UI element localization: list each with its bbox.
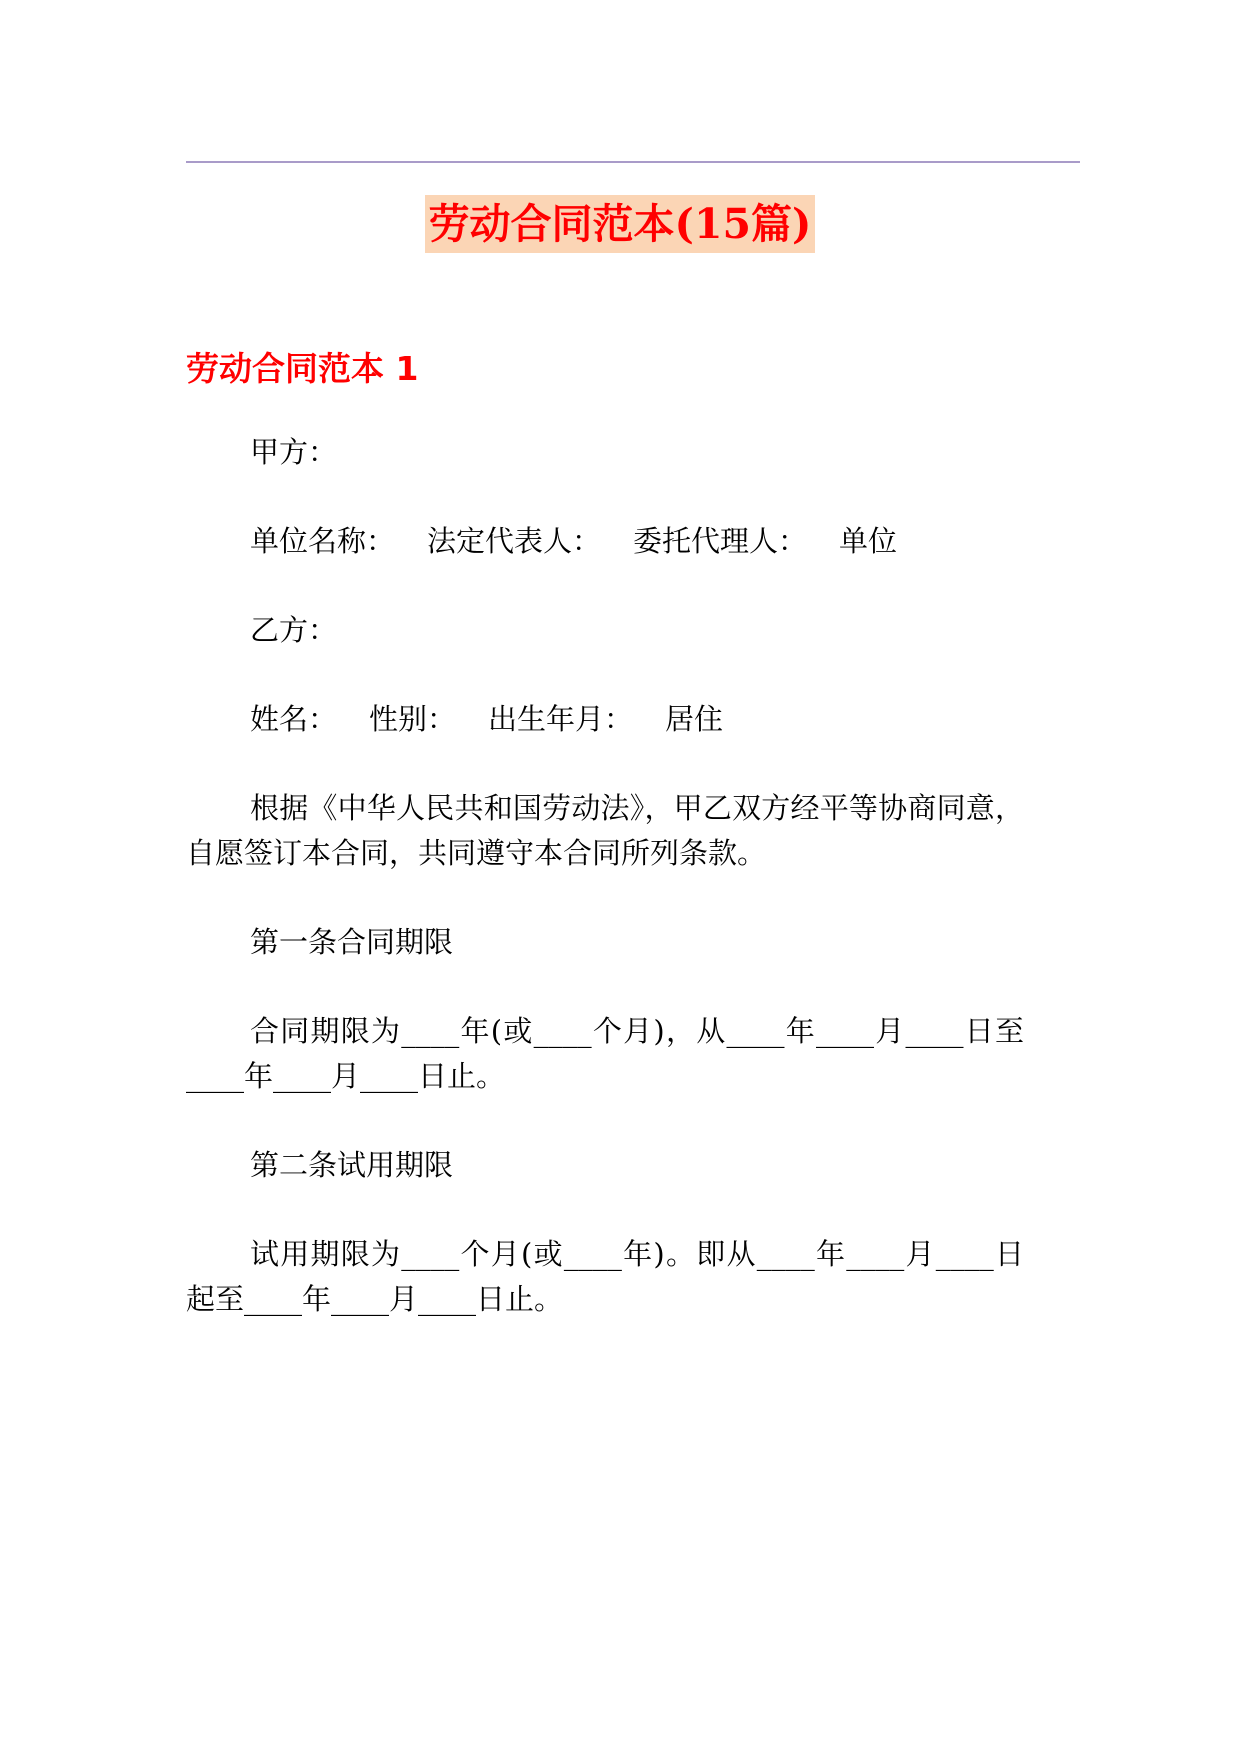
document-title: 劳动合同范本(15篇) bbox=[425, 195, 816, 253]
field-residence: 居住 bbox=[665, 702, 724, 736]
title-container bbox=[0, 195, 1240, 253]
party-a-label: 甲方： bbox=[250, 435, 338, 469]
header-rule bbox=[186, 161, 1080, 163]
document-body bbox=[186, 430, 1024, 1366]
field-agent: 委托代理人： bbox=[633, 524, 808, 558]
article-1-text: 合同期限为____年(或____个月)，从____年____月____日至____年____月____日止。 bbox=[186, 1014, 1024, 1093]
party-b-label: 乙方： bbox=[250, 613, 338, 647]
field-unit-name: 单位名称： bbox=[250, 524, 396, 558]
article-2-heading: 第二条试用期限 bbox=[250, 1148, 454, 1182]
field-name: 姓名： bbox=[250, 702, 338, 736]
article-1-heading: 第一条合同期限 bbox=[250, 925, 454, 959]
field-legal-rep: 法定代表人： bbox=[427, 524, 602, 558]
field-gender: 性别： bbox=[369, 702, 457, 736]
party-a-fields bbox=[186, 519, 1024, 564]
section-title: 劳动合同范本 1 bbox=[186, 349, 419, 388]
field-unit: 单位 bbox=[839, 524, 898, 558]
article-2-text: 试用期限为____个月(或____年)。即从____年____月____日起至____年____月____日止。 bbox=[186, 1237, 1024, 1316]
party-b-fields bbox=[186, 697, 1024, 742]
field-birth: 出生年月： bbox=[488, 702, 634, 736]
preamble-paragraph: 根据《中华人民共和国劳动法》，甲乙双方经平等协商同意，自愿签订本合同，共同遵守本合同所列条款。 bbox=[186, 791, 1024, 870]
